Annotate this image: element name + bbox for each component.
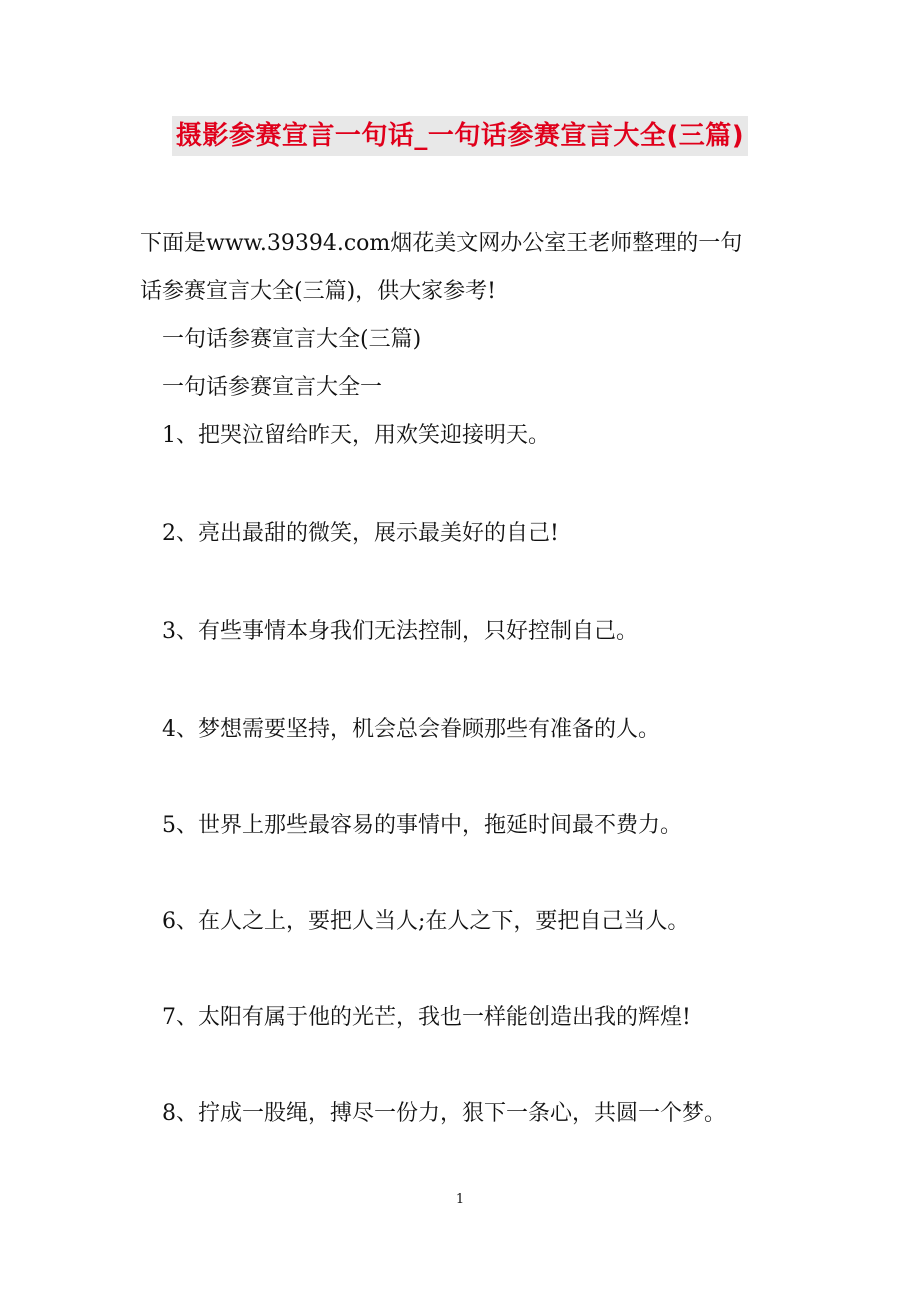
subtitle-2: 一句话参赛宣言大全一	[162, 375, 383, 400]
intro-line-1: 下面是www.39394.com烟花美文网办公室王老师整理的一句	[140, 231, 743, 256]
list-item: 3、有些事情本身我们无法控制，只好控制自己。	[162, 619, 638, 644]
list-item: 7、太阳有属于他的光芒，我也一样能创造出我的辉煌!	[162, 1005, 691, 1030]
list-item: 4、梦想需要坚持，机会总会眷顾那些有准备的人。	[162, 717, 660, 742]
intro-line-2: 话参赛宣言大全(三篇)，供大家参考!	[140, 279, 497, 304]
list-item: 2、亮出最甜的微笑，展示最美好的自己!	[162, 521, 559, 546]
subtitle-1: 一句话参赛宣言大全(三篇)	[162, 327, 422, 352]
title-wrap	[0, 116, 920, 156]
list-item: 8、拧成一股绳，搏尽一份力，狠下一条心，共圆一个梦。	[162, 1101, 726, 1126]
list-item: 5、世界上那些最容易的事情中，拖延时间最不费力。	[162, 813, 682, 838]
list-item: 1、把哭泣留给昨天，用欢笑迎接明天。	[162, 423, 550, 448]
list-item: 6、在人之上，要把人当人;在人之下，要把自己当人。	[162, 909, 690, 934]
page-number: 1	[455, 1192, 465, 1207]
document-title: 摄影参赛宣言一句话_一句话参赛宣言大全(三篇)	[172, 116, 748, 156]
